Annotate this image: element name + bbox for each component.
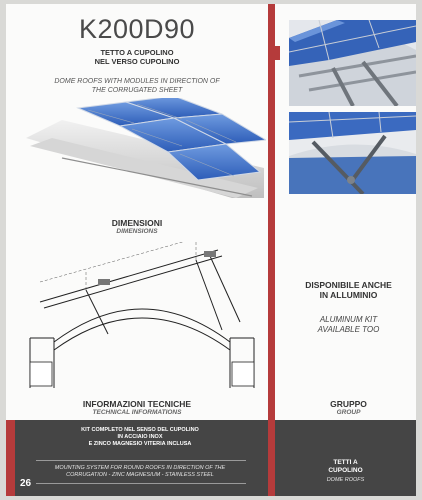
dimensions-title-en: DIMENSIONS (116, 228, 158, 235)
accent-tab (275, 46, 280, 60)
group-category-it: TETTI A CUPOLINO (328, 459, 363, 474)
divider-line (36, 460, 246, 461)
technical-info-title-en: TECHNICAL INFORMATIONS (92, 409, 182, 416)
availability-it: DISPONIBILE ANCHE IN ALLUMINIO (305, 280, 392, 300)
availability-en: ALUMINUM KIT AVAILABLE TOO (317, 315, 380, 334)
accent-tab (6, 420, 15, 496)
product-code: K200D90 (78, 14, 196, 44)
dimensions-title-it: DIMENSIONI (111, 218, 163, 228)
kit-description-it: KIT COMPLETO NEL SENSO DEL CUPOLINO IN ACCIAIO INOX E ZINCO MAGNESIO VITERIA INCLUSA (81, 427, 199, 447)
product-subtitle-it: TETTO A CUPOLINO NEL VERSO CUPOLINO (94, 48, 180, 66)
left-column (6, 4, 268, 496)
technical-info-title-it: INFORMAZIONI TECNICHE (82, 399, 192, 409)
mounting-detail-photo-top (289, 20, 416, 106)
left-footer-band (6, 420, 268, 496)
divider-line (36, 483, 246, 484)
right-footer-band (275, 420, 416, 496)
kit-description-en: MOUNTING SYSTEM FOR ROUND ROOFS IN DIRECTION OF THE CORRUGATION - ZINC MAGNESIUM - STAINLESS STEEL (54, 465, 226, 478)
group-category-en: DOME ROOFS (326, 477, 365, 483)
product-subtitle-en: DOME ROOFS WITH MODULES IN DIRECTION OF THE CORRUGATED SHEET (54, 78, 220, 94)
catalog-page (6, 4, 416, 496)
group-title-en: GROUP (336, 409, 361, 416)
solar-roof-photo (22, 98, 266, 200)
red-divider-bar (268, 4, 275, 496)
mounting-detail-photo-bottom (289, 112, 416, 194)
page-number: 26 (20, 478, 32, 489)
group-title-it: GRUPPO (330, 399, 367, 409)
right-column (275, 4, 416, 496)
technical-drawing (26, 242, 264, 388)
